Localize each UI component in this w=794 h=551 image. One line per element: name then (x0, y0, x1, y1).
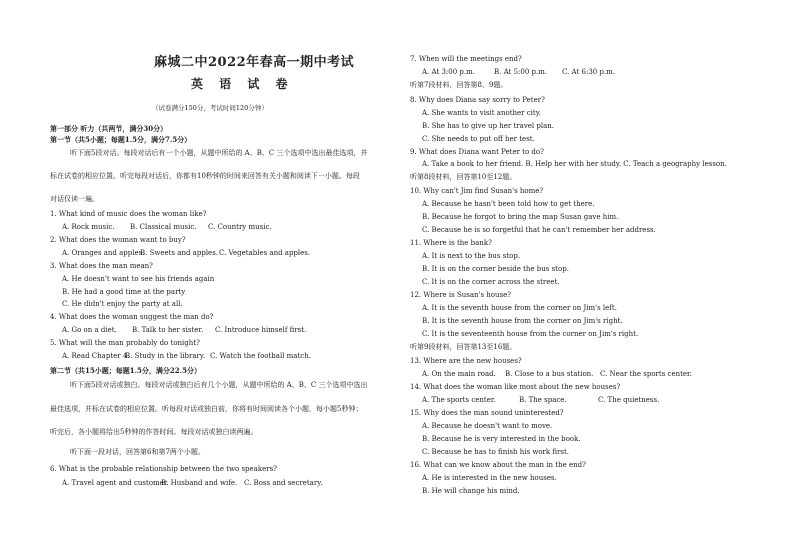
question: 3. What does the man mean? (50, 262, 153, 270)
option: A. Because he hasn't been told how to get there. (422, 200, 595, 208)
question: 5. What will the man probably do tonight? (50, 339, 200, 347)
option: B. He will change his mind. (422, 487, 520, 495)
material-note: 听第9段材料，回答第13至16题。 (410, 343, 517, 351)
option: C. Watch the football match. (210, 352, 311, 360)
option: C. At 6:30 p.m. (562, 68, 616, 76)
exam-note: （试卷满分150分，考试时间120分钟） (152, 104, 268, 112)
option: A. The sports center. (422, 396, 496, 404)
material-note: 听第7段材料，回答第8、9题。 (410, 81, 508, 89)
question: 15. Why does the man sound uninterested? (410, 409, 564, 417)
option: A. Rock music. (62, 223, 115, 231)
option: A. Travel agent and customer. (62, 479, 169, 487)
option: C. Because he has to finish his work first. (422, 448, 570, 456)
option: A. It is next to the bus stop. (422, 252, 521, 260)
option: B. Close to a bus station. (505, 370, 594, 378)
section2-instruction: 最佳选项，并标在试卷的相应位置。听每段对话或独白前，你将有时间阅读各个小题，每小题5秒钟； (50, 405, 363, 413)
section1-heading: 第一节（共5小题；每题1.5分，满分7.5分） (50, 135, 192, 144)
option: B. Classical music. (130, 223, 197, 231)
option: C. Near the sports center. (600, 370, 692, 378)
question: 8. Why does Diana say sorry to Peter? (410, 96, 545, 104)
section1-instruction: 听下面5段对话。每段对话后有一个小题，从题中所给的 A、B、C 三个选项中选出最佳选项，并 (70, 149, 368, 157)
question: 2. What does the woman want to buy? (50, 236, 186, 244)
option: C. Because he is so forgetful that he can't remember her address. (422, 226, 656, 234)
question: 11. Where is the bank? (410, 239, 492, 247)
option: B. Study in the library. (125, 352, 206, 360)
option: B. She has to give up her travel plan. (422, 122, 555, 130)
question: 6. What is the probable relationship between the two speakers? (50, 465, 277, 473)
question: 4. What does the woman suggest the man do? (50, 313, 214, 321)
question: 9. What does Diana want Peter to do? (410, 148, 544, 156)
option: A. Oranges and apples. (62, 249, 145, 257)
option: C. Vegetables and apples. (219, 249, 311, 257)
option: B. It is on the corner beside the bus stop. (422, 265, 569, 273)
section2-heading: 第二节（共15小题；每题1.5分，满分22.5分） (50, 366, 201, 375)
option: B. Because he forgot to bring the map Susan gave him. (422, 213, 619, 221)
exam-subtitle: 英 语 试 卷 (191, 77, 294, 91)
option: B. It is the seventh house from the corner on Jim's right. (422, 317, 623, 325)
option: A. On the main road. (422, 370, 496, 378)
option: A. At 3:00 p.m. (422, 68, 475, 76)
question: 1. What kind of music does the woman like? (50, 210, 207, 218)
option: B. Husband and wife. (161, 479, 238, 487)
part1-heading: 第一部分 听力（共两节，满分30分） (50, 124, 168, 133)
section1-instruction: 对话仅读一遍。 (50, 195, 99, 203)
question: 12. Where is Susan's house? (410, 291, 512, 299)
option: B. He had a good time at the party (62, 288, 186, 296)
option: B. Sweets and apples. (140, 249, 219, 257)
option: B. Because he is very interested in the book. (422, 435, 581, 443)
option: A. It is the seventh house from the corner on Jim's left. (422, 304, 617, 312)
option: C. It is on the corner across the street. (422, 278, 560, 286)
option: C. She needs to put off her test. (422, 135, 535, 143)
option: C. The quietness. (598, 396, 660, 404)
option: A. He is interested in the new houses. (422, 474, 557, 482)
option: C. It is the seventeenth house from the corner on Jim's right. (422, 330, 639, 338)
question: 14. What does the woman like most about the new houses? (410, 383, 621, 391)
material-note: 听第8段材料，回答第10至12题。 (410, 173, 517, 181)
option: B. The space. (519, 396, 567, 404)
option: B. Talk to her sister. (132, 326, 204, 334)
option: A. Go on a diet. (62, 326, 117, 334)
question: 13. Where are the new houses? (410, 357, 522, 365)
option: A. Take a book to her friend. B. Help her with her study. C. Teach a geography lesson. (422, 160, 727, 168)
option: C. Country music. (208, 223, 272, 231)
question: 10. Why can't Jim find Susan's home? (410, 187, 544, 195)
section2-instruction: 听完后，各小题将给出5秒钟的作答时间。每段对话或独白读两遍。 (50, 428, 258, 436)
option: A. She wants to visit another city. (422, 109, 541, 117)
option: A. Read Chapter 4. (62, 352, 130, 360)
question: 16. What can we know about the man in the end? (410, 461, 586, 469)
question: 7. When will the meetings end? (410, 55, 522, 63)
exam-title: 麻城二中2022年春高一期中考试 (154, 55, 355, 70)
option: A. He doesn't want to see his friends again (62, 275, 215, 283)
section1-instruction: 标在试卷的相应位置。听完每段对话后，你都有10秒钟的时间来回答有关小题和阅读下一小题。每段 (50, 172, 360, 180)
option: C. He didn't enjoy the party at all. (62, 300, 183, 308)
option: C. Introduce himself first. (215, 326, 307, 334)
dialogue-note: 听下面一段对话，回答第6和第7两个小题。 (70, 448, 205, 456)
option: B. At 5:00 p.m. (494, 68, 548, 76)
option: C. Boss and secretary. (244, 479, 323, 487)
option: A. Because he doesn't want to move. (422, 422, 553, 430)
section2-instruction: 听下面5段对话或独白。每段对话或独白后有几个小题，从题中所给的 A、B、C 三个选项中选出 (70, 381, 368, 389)
